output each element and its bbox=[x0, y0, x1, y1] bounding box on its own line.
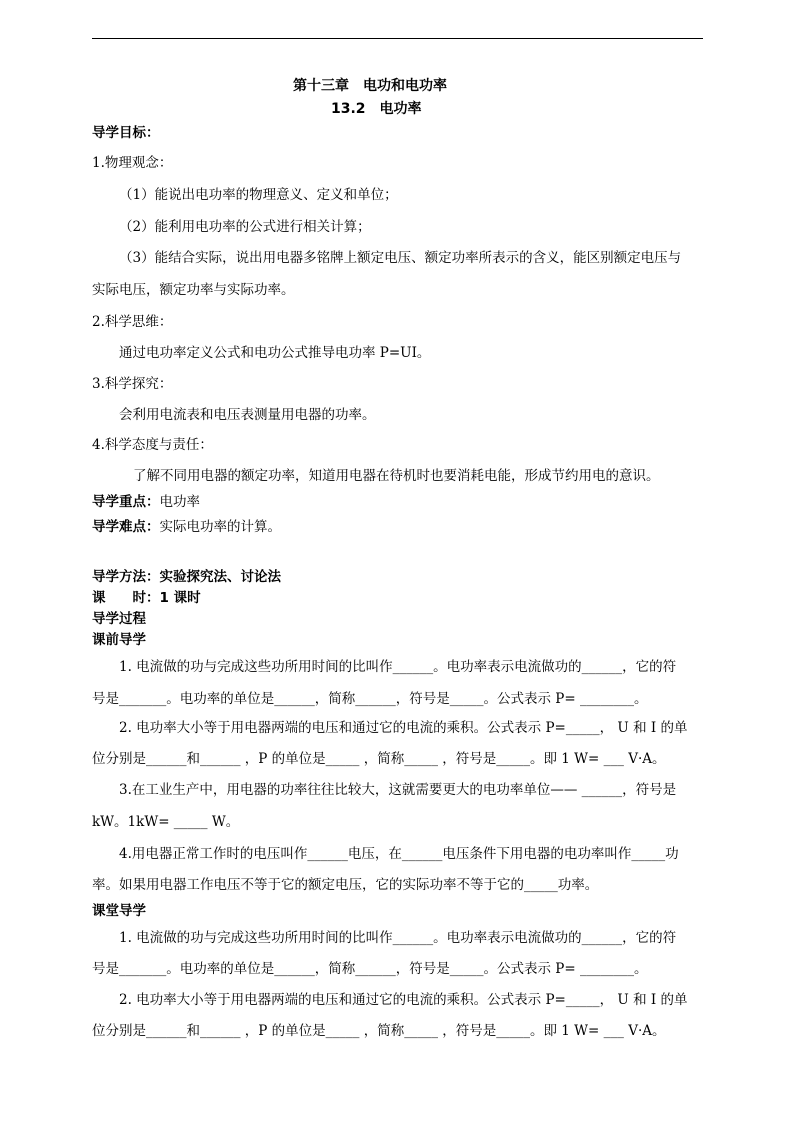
goal-1-sub-3-line-1: （3）能结合实际，说出用电器多铭牌上额定电压、额定功率所表示的含义，能区别额定电压与 bbox=[119, 250, 682, 266]
key-point bbox=[92, 493, 200, 511]
goal-2-title: 2.科学思维： bbox=[92, 314, 173, 330]
pre-q4-line-2: 率。如果用电器工作电压不等于它的额定电压，它的实际功率不等于它的_____功率。 bbox=[92, 877, 599, 893]
pre-q2-line-1: 2. 电功率大小等于用电器两端的电压和通过它的电流的乘积。公式表示 P=_____， U 和 I 的单 bbox=[119, 720, 688, 736]
pre-q1-line-1: 1. 电流做的功与完成这些功所用时间的比叫作______。电功率表示电流做功的______，它的符 bbox=[119, 659, 677, 675]
goal-1-sub-1: （1）能说出电功率的物理意义、定义和单位； bbox=[119, 187, 398, 203]
process-heading: 导学过程 bbox=[92, 611, 146, 627]
pre-class-heading: 课前导学 bbox=[92, 632, 146, 648]
method-line: 导学方法：实验探究法、讨论法 bbox=[92, 569, 281, 585]
difficulty-label: 导学难点： bbox=[92, 519, 160, 535]
goal-1-sub-2: （2）能利用电功率的公式进行相关计算； bbox=[119, 219, 371, 235]
goal-2-text: 通过电功率定义公式和电功公式推导电功率 P=UI。 bbox=[119, 345, 431, 361]
pre-q4-line-1: 4.用电器正常工作时的电压叫作______电压，在______电压条件下用电器的电功率叫作_____功 bbox=[119, 846, 679, 862]
in-q1-line-2: 号是_______。电功率的单位是______，简称______，符号是_____。公式表示 P= ________。 bbox=[92, 961, 648, 977]
goals-heading: 导学目标： bbox=[92, 125, 160, 141]
pre-q1-line-2: 号是_______。电功率的单位是______，简称______，符号是_____。公式表示 P= ________。 bbox=[92, 691, 648, 707]
section-title: 13.2 电功率 bbox=[331, 101, 422, 117]
pre-q3-line-2: kW。1kW= _____ W。 bbox=[92, 814, 240, 830]
goal-4-text: 了解不同用电器的额定功率，知道用电器在待机时也要消耗电能，形成节约用电的意识。 bbox=[133, 468, 660, 484]
key-point-label: 导学重点： bbox=[92, 494, 160, 510]
goal-3-title: 3.科学探究： bbox=[92, 376, 173, 392]
difficulty-point bbox=[92, 518, 281, 536]
in-q2-line-1: 2. 电功率大小等于用电器两端的电压和通过它的电流的乘积。公式表示 P=_____， U 和 I 的单 bbox=[119, 992, 688, 1008]
goal-3-text: 会利用电流表和电压表测量用电器的功率。 bbox=[119, 407, 376, 423]
period-line: 课 时：1 课时 bbox=[92, 590, 201, 606]
in-q1-line-1: 1. 电流做的功与完成这些功所用时间的比叫作______。电功率表示电流做功的______，它的符 bbox=[119, 930, 677, 946]
goal-1-title: 1.物理观念： bbox=[92, 155, 173, 171]
pre-q3-line-1: 3.在工业生产中，用电器的功率往往比较大，这就需要更大的电功率单位—— ______，符号是 bbox=[119, 782, 677, 798]
difficulty-value: 实际电功率的计算。 bbox=[159, 519, 281, 535]
header-rule bbox=[92, 38, 703, 39]
goal-1-sub-3-line-2: 实际电压，额定功率与实际功率。 bbox=[92, 282, 295, 298]
key-point-value: 电功率 bbox=[159, 494, 200, 510]
pre-q2-line-2: 位分别是______和______ ，P 的单位是_____ ，简称_____ ，符号是_____。即 1 W= ___ V·A。 bbox=[92, 751, 666, 767]
chapter-title: 第十三章 电功和电功率 bbox=[293, 78, 447, 94]
goal-4-title: 4.科学态度与责任： bbox=[92, 437, 213, 453]
in-class-heading: 课堂导学 bbox=[92, 903, 146, 919]
in-q2-line-2: 位分别是______和______ ，P 的单位是_____ ，简称_____ ，符号是_____。即 1 W= ___ V·A。 bbox=[92, 1023, 666, 1039]
